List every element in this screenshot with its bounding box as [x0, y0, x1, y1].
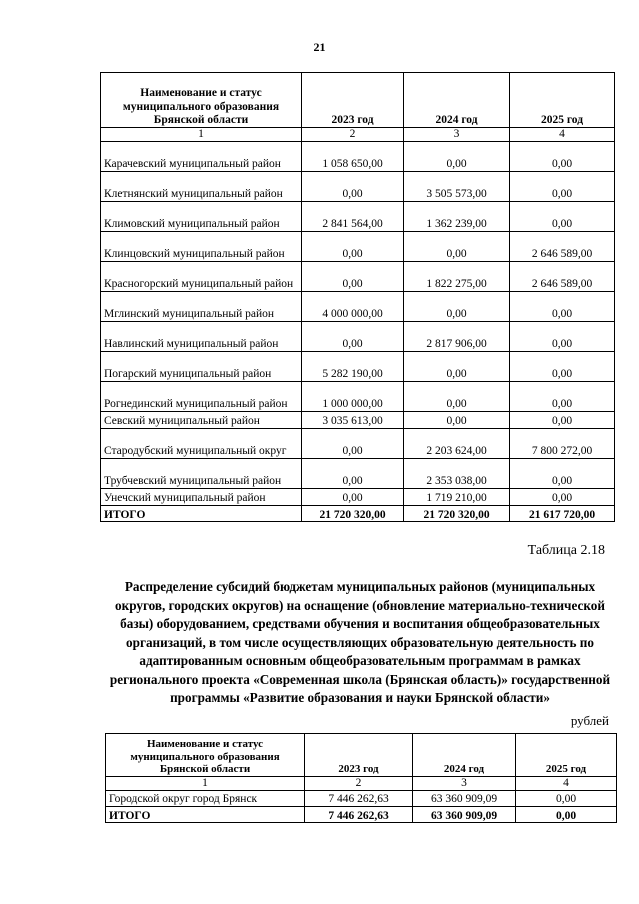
value-2025-cell: 7 800 272,00 [510, 429, 615, 459]
subsidy-table-1 [100, 72, 615, 522]
header-2024: 2024 год [413, 734, 516, 777]
table-header-row [101, 73, 615, 128]
header-2023: 2023 год [302, 73, 404, 128]
column-number-row [101, 128, 615, 142]
table-row [101, 292, 615, 322]
value-2023-cell: 0,00 [302, 322, 404, 352]
value-2025-cell: 0,00 [510, 172, 615, 202]
column-number: 2 [305, 777, 413, 791]
value-2023-cell: 0,00 [302, 489, 404, 506]
total-2023-cell: 7 446 262,63 [305, 807, 413, 823]
municipality-cell: Красногорский муниципальный район [101, 262, 302, 292]
value-2025-cell: 0,00 [516, 791, 617, 807]
value-2023-cell: 0,00 [302, 429, 404, 459]
value-2024-cell: 0,00 [404, 292, 510, 322]
column-number: 2 [302, 128, 404, 142]
value-2023-cell: 1 058 650,00 [302, 142, 404, 172]
value-2024-cell: 2 203 624,00 [404, 429, 510, 459]
municipality-cell: Городской округ город Брянск [106, 791, 305, 807]
municipality-cell: Рогнединский муниципальный район [101, 382, 302, 412]
header-municipality: Наименование и статус муниципального образования Брянской области [106, 734, 305, 777]
value-2025-cell: 0,00 [510, 412, 615, 429]
total-label: ИТОГО [101, 506, 302, 522]
total-2023-cell: 21 720 320,00 [302, 506, 404, 522]
municipality-cell: Клинцовский муниципальный район [101, 232, 302, 262]
table-caption: Таблица 2.18 [527, 543, 605, 558]
municipality-cell: Мглинский муниципальный район [101, 292, 302, 322]
value-2024-cell: 1 822 275,00 [404, 262, 510, 292]
header-2025: 2025 год [516, 734, 617, 777]
value-2024-cell: 0,00 [404, 142, 510, 172]
table-row [101, 232, 615, 262]
value-2025-cell: 0,00 [510, 382, 615, 412]
header-municipality: Наименование и статус муниципального образования Брянской области [101, 73, 302, 128]
value-2025-cell: 0,00 [510, 459, 615, 489]
header-2023: 2023 год [305, 734, 413, 777]
value-2025-cell: 2 646 589,00 [510, 262, 615, 292]
table-header-row [106, 734, 617, 777]
value-2025-cell: 0,00 [510, 142, 615, 172]
value-2025-cell: 0,00 [510, 322, 615, 352]
municipality-cell: Севский муниципальный район [101, 412, 302, 429]
value-2024-cell: 0,00 [404, 352, 510, 382]
value-2024-cell: 2 353 038,00 [404, 459, 510, 489]
table-row [101, 429, 615, 459]
total-2024-cell: 21 720 320,00 [404, 506, 510, 522]
municipality-cell: Трубчевский муниципальный район [101, 459, 302, 489]
page-number: 21 [313, 40, 326, 54]
value-2024-cell: 0,00 [404, 382, 510, 412]
table-row [101, 202, 615, 232]
municipality-cell: Карачевский муниципальный район [101, 142, 302, 172]
table-row [101, 412, 615, 429]
column-number: 3 [413, 777, 516, 791]
header-2025: 2025 год [510, 73, 615, 128]
column-number: 3 [404, 128, 510, 142]
value-2023-cell: 0,00 [302, 262, 404, 292]
value-2023-cell: 7 446 262,63 [305, 791, 413, 807]
value-2023-cell: 4 000 000,00 [302, 292, 404, 322]
value-2025-cell: 0,00 [510, 202, 615, 232]
value-2023-cell: 2 841 564,00 [302, 202, 404, 232]
header-2024: 2024 год [404, 73, 510, 128]
column-number: 1 [101, 128, 302, 142]
subsidy-table-2 [105, 733, 617, 823]
value-2024-cell: 3 505 573,00 [404, 172, 510, 202]
total-2025-cell: 0,00 [516, 807, 617, 823]
value-2024-cell: 0,00 [404, 232, 510, 262]
total-row [106, 807, 617, 823]
municipality-cell: Климовский муниципальный район [101, 202, 302, 232]
total-2024-cell: 63 360 909,09 [413, 807, 516, 823]
section-title: Распределение субсидий бюджетам муниципальных районов (муниципальных округов, городских округов) на оснащение (обновление материально-технической базы) оборудованием, средствами обучения и воспитания общеобразовательных организаций, в том числе осуществляющих образовательную деятельность по адаптированным основным общеобразовательным программам в рамках регионального проекта «Современная школа (Брянская область)» государственной программы «Развитие образования и науки Брянской области» [109, 579, 611, 705]
value-2024-cell: 0,00 [404, 412, 510, 429]
value-2025-cell: 0,00 [510, 292, 615, 322]
column-number-row [106, 777, 617, 791]
value-2025-cell: 0,00 [510, 489, 615, 506]
value-2024-cell: 2 817 906,00 [404, 322, 510, 352]
value-2024-cell: 1 362 239,00 [404, 202, 510, 232]
value-2023-cell: 1 000 000,00 [302, 382, 404, 412]
total-2025-cell: 21 617 720,00 [510, 506, 615, 522]
value-2024-cell: 1 719 210,00 [404, 489, 510, 506]
total-label: ИТОГО [106, 807, 305, 823]
value-2023-cell: 0,00 [302, 172, 404, 202]
value-2023-cell: 3 035 613,00 [302, 412, 404, 429]
value-2023-cell: 0,00 [302, 459, 404, 489]
table-row [101, 322, 615, 352]
table-row [101, 382, 615, 412]
value-2023-cell: 0,00 [302, 232, 404, 262]
value-2025-cell: 0,00 [510, 352, 615, 382]
table-row [106, 791, 617, 807]
units-label: рублей [570, 713, 609, 728]
municipality-cell: Навлинский муниципальный район [101, 322, 302, 352]
total-row [101, 506, 615, 522]
column-number: 4 [516, 777, 617, 791]
column-number: 4 [510, 128, 615, 142]
municipality-cell: Унечский муниципальный район [101, 489, 302, 506]
table-row [101, 489, 615, 506]
column-number: 1 [106, 777, 305, 791]
table-row [101, 142, 615, 172]
table-row [101, 262, 615, 292]
value-2025-cell: 2 646 589,00 [510, 232, 615, 262]
value-2023-cell: 5 282 190,00 [302, 352, 404, 382]
table-row [101, 352, 615, 382]
municipality-cell: Клетнянский муниципальный район [101, 172, 302, 202]
value-2024-cell: 63 360 909,09 [413, 791, 516, 807]
table-row [101, 459, 615, 489]
municipality-cell: Стародубский муниципальный округ [101, 429, 302, 459]
municipality-cell: Погарский муниципальный район [101, 352, 302, 382]
table-row [101, 172, 615, 202]
